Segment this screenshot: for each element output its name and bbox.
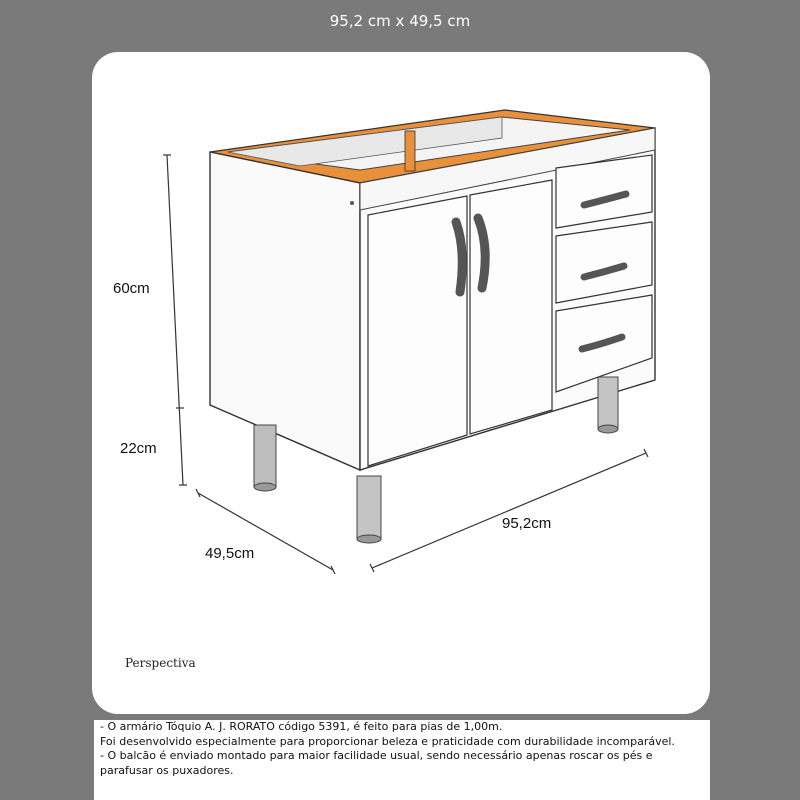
leg-foot (598, 425, 618, 433)
dimension-tick (196, 489, 200, 497)
note-line: - O balcão é enviado montado para maior facilidade usual, sendo necessário apenas roscar os pés e (100, 749, 653, 762)
view-caption: Perspectiva (125, 656, 196, 670)
width-dimension-line (372, 453, 646, 568)
note-line: parafusar os puxadores. (100, 763, 234, 777)
screw-dot (350, 201, 354, 205)
cabinet-side-panel (210, 152, 360, 470)
leg-foot (357, 535, 381, 543)
height-dimension-line (167, 155, 183, 485)
product-notes (94, 720, 710, 800)
leg-front-right (598, 377, 618, 429)
width-label: 95,2cm (502, 515, 552, 532)
note-line: Foi desenvolvido especialmente para proporcionar beleza e praticidade com durabilidade incomparável. (100, 734, 675, 748)
page-title: 95,2 cm x 49,5 cm (329, 12, 471, 30)
depth-label: 49,5cm (205, 545, 255, 562)
left-door (368, 196, 467, 466)
height-legs-label: 22cm (120, 440, 157, 457)
note-line: - O armário Tóquio A. J. RORATO código 5391, é feito para pias de 1,00m. (100, 720, 503, 733)
leg-front-left (357, 476, 381, 539)
leg-foot (254, 483, 276, 491)
center-post (405, 131, 415, 171)
dimension-tick (331, 566, 335, 574)
leg-back-left (254, 425, 276, 487)
height-body-label: 60cm (113, 280, 150, 297)
